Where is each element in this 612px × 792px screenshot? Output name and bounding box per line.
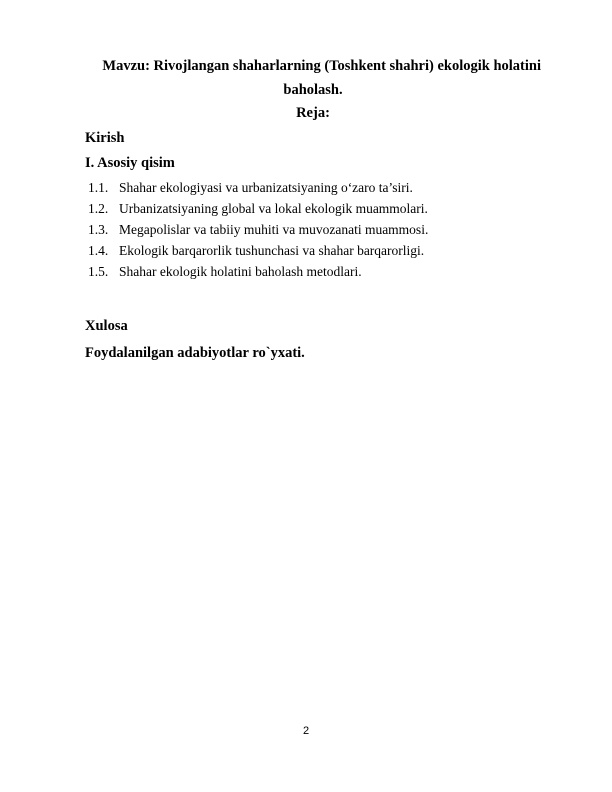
subitem-list (88, 177, 428, 282)
section-intro: Kirish (85, 130, 125, 146)
list-item-number: 1.1. (88, 180, 109, 195)
list-item-number: 1.4. (88, 243, 109, 258)
list-item-number: 1.3. (88, 222, 109, 237)
list-item (88, 219, 428, 240)
list-item-number: 1.2. (88, 201, 109, 216)
list-item-text: Megapolislar va tabiiy muhiti va muvozanati muammosi. (119, 222, 429, 237)
section-conclusion: Xulosa (85, 318, 128, 334)
plan-heading: Reja: (296, 105, 330, 121)
page-number: 2 (302, 725, 310, 737)
list-item-text: Ekologik barqarorlik tushunchasi va shahar barqarorligi. (119, 243, 425, 258)
list-item (88, 261, 428, 282)
list-item (88, 198, 428, 219)
list-item-text: Shahar ekologik holatini baholash metodlari. (119, 264, 362, 279)
list-item-text: Shahar ekologiyasi va urbanizatsiyaning o‘zaro ta’siri. (119, 180, 413, 195)
section-main: I. Asosiy qisim (85, 155, 175, 171)
list-item-number: 1.5. (88, 264, 109, 279)
list-item (88, 177, 428, 198)
list-item-text: Urbanizatsiyaning global va lokal ekologik muammolari. (119, 201, 428, 216)
document-title: Mavzu: Rivojlangan shaharlarning (Toshkent shahri) ekologik holatini (102, 58, 541, 74)
section-references: Foydalanilgan adabiyotlar ro`yxati. (85, 345, 305, 361)
document-title-continuation: baholash. (283, 82, 343, 98)
list-item (88, 240, 428, 261)
